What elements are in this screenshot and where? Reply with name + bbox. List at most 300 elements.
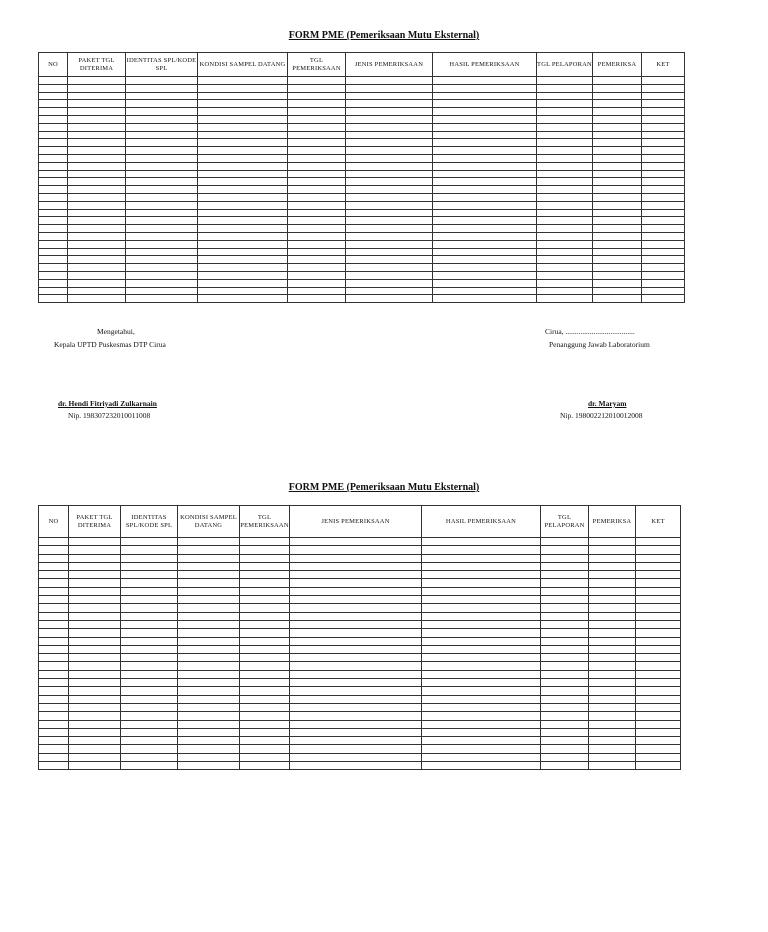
table-cell[interactable]	[121, 546, 178, 554]
table-cell[interactable]	[178, 753, 240, 761]
table-cell[interactable]	[541, 679, 589, 687]
table-cell[interactable]	[346, 162, 433, 170]
table-cell[interactable]	[642, 295, 685, 303]
table-cell[interactable]	[642, 154, 685, 162]
table-cell[interactable]	[642, 115, 685, 123]
table-cell[interactable]	[178, 538, 240, 546]
table-cell[interactable]	[69, 654, 121, 662]
table-cell[interactable]	[68, 186, 126, 194]
table-cell[interactable]	[593, 295, 642, 303]
table-cell[interactable]	[68, 193, 126, 201]
table-cell[interactable]	[69, 745, 121, 753]
table-cell[interactable]	[39, 147, 68, 155]
table-cell[interactable]	[636, 670, 681, 678]
table-cell[interactable]	[541, 695, 589, 703]
table-cell[interactable]	[433, 217, 537, 225]
table-cell[interactable]	[198, 295, 288, 303]
table-cell[interactable]	[198, 162, 288, 170]
table-cell[interactable]	[121, 712, 178, 720]
table-cell[interactable]	[288, 193, 346, 201]
table-cell[interactable]	[126, 84, 198, 92]
table-cell[interactable]	[642, 232, 685, 240]
table-cell[interactable]	[121, 703, 178, 711]
table-cell[interactable]	[433, 225, 537, 233]
table-cell[interactable]	[433, 279, 537, 287]
table-cell[interactable]	[198, 92, 288, 100]
table-cell[interactable]	[198, 77, 288, 85]
table-cell[interactable]	[39, 108, 68, 116]
table-cell[interactable]	[178, 679, 240, 687]
table-cell[interactable]	[290, 654, 422, 662]
table-cell[interactable]	[126, 108, 198, 116]
table-cell[interactable]	[288, 154, 346, 162]
table-cell[interactable]	[198, 139, 288, 147]
table-cell[interactable]	[636, 662, 681, 670]
table-cell[interactable]	[198, 193, 288, 201]
table-cell[interactable]	[593, 248, 642, 256]
table-cell[interactable]	[593, 170, 642, 178]
table-cell[interactable]	[346, 123, 433, 131]
table-cell[interactable]	[39, 193, 68, 201]
table-cell[interactable]	[589, 620, 636, 628]
table-cell[interactable]	[537, 193, 593, 201]
table-cell[interactable]	[290, 745, 422, 753]
table-cell[interactable]	[346, 201, 433, 209]
table-cell[interactable]	[126, 115, 198, 123]
table-cell[interactable]	[589, 703, 636, 711]
table-cell[interactable]	[240, 629, 290, 637]
table-cell[interactable]	[178, 629, 240, 637]
table-cell[interactable]	[39, 712, 69, 720]
table-cell[interactable]	[433, 84, 537, 92]
table-cell[interactable]	[433, 139, 537, 147]
table-cell[interactable]	[636, 637, 681, 645]
table-cell[interactable]	[198, 232, 288, 240]
table-cell[interactable]	[69, 546, 121, 554]
table-cell[interactable]	[126, 178, 198, 186]
table-cell[interactable]	[39, 546, 69, 554]
table-cell[interactable]	[39, 115, 68, 123]
table-cell[interactable]	[636, 687, 681, 695]
table-cell[interactable]	[178, 604, 240, 612]
table-cell[interactable]	[541, 587, 589, 595]
table-cell[interactable]	[39, 287, 68, 295]
table-cell[interactable]	[593, 92, 642, 100]
table-cell[interactable]	[636, 596, 681, 604]
table-cell[interactable]	[541, 670, 589, 678]
table-cell[interactable]	[39, 217, 68, 225]
table-cell[interactable]	[288, 295, 346, 303]
table-cell[interactable]	[39, 100, 68, 108]
table-cell[interactable]	[290, 687, 422, 695]
table-cell[interactable]	[39, 170, 68, 178]
table-cell[interactable]	[290, 546, 422, 554]
table-cell[interactable]	[69, 695, 121, 703]
table-cell[interactable]	[69, 737, 121, 745]
table-cell[interactable]	[69, 538, 121, 546]
table-cell[interactable]	[346, 108, 433, 116]
table-cell[interactable]	[39, 554, 69, 562]
table-cell[interactable]	[433, 256, 537, 264]
table-cell[interactable]	[69, 679, 121, 687]
table-cell[interactable]	[589, 645, 636, 653]
table-cell[interactable]	[290, 571, 422, 579]
table-cell[interactable]	[422, 571, 541, 579]
table-cell[interactable]	[537, 100, 593, 108]
table-cell[interactable]	[433, 295, 537, 303]
table-cell[interactable]	[121, 720, 178, 728]
table-cell[interactable]	[346, 139, 433, 147]
table-cell[interactable]	[288, 108, 346, 116]
table-cell[interactable]	[121, 737, 178, 745]
table-cell[interactable]	[642, 201, 685, 209]
table-cell[interactable]	[537, 154, 593, 162]
table-cell[interactable]	[541, 538, 589, 546]
table-cell[interactable]	[69, 629, 121, 637]
table-cell[interactable]	[240, 745, 290, 753]
table-cell[interactable]	[288, 84, 346, 92]
table-cell[interactable]	[537, 186, 593, 194]
table-cell[interactable]	[240, 695, 290, 703]
table-cell[interactable]	[636, 703, 681, 711]
table-cell[interactable]	[537, 178, 593, 186]
table-cell[interactable]	[178, 687, 240, 695]
table-cell[interactable]	[240, 679, 290, 687]
table-cell[interactable]	[433, 232, 537, 240]
table-cell[interactable]	[288, 232, 346, 240]
table-cell[interactable]	[198, 240, 288, 248]
table-cell[interactable]	[642, 225, 685, 233]
table-cell[interactable]	[636, 612, 681, 620]
table-cell[interactable]	[537, 170, 593, 178]
table-cell[interactable]	[422, 612, 541, 620]
table-cell[interactable]	[39, 562, 69, 570]
table-cell[interactable]	[589, 554, 636, 562]
table-cell[interactable]	[68, 115, 126, 123]
table-cell[interactable]	[642, 123, 685, 131]
table-cell[interactable]	[126, 225, 198, 233]
table-cell[interactable]	[39, 579, 69, 587]
table-cell[interactable]	[39, 645, 69, 653]
table-cell[interactable]	[642, 178, 685, 186]
table-cell[interactable]	[593, 84, 642, 92]
table-cell[interactable]	[68, 240, 126, 248]
table-cell[interactable]	[126, 193, 198, 201]
table-cell[interactable]	[69, 587, 121, 595]
table-cell[interactable]	[126, 287, 198, 295]
table-cell[interactable]	[121, 587, 178, 595]
table-cell[interactable]	[68, 256, 126, 264]
table-cell[interactable]	[537, 271, 593, 279]
table-cell[interactable]	[240, 737, 290, 745]
table-cell[interactable]	[68, 225, 126, 233]
table-cell[interactable]	[290, 612, 422, 620]
table-cell[interactable]	[433, 248, 537, 256]
table-cell[interactable]	[636, 554, 681, 562]
table-cell[interactable]	[290, 703, 422, 711]
table-cell[interactable]	[636, 579, 681, 587]
table-cell[interactable]	[39, 612, 69, 620]
table-cell[interactable]	[198, 170, 288, 178]
table-cell[interactable]	[121, 629, 178, 637]
table-cell[interactable]	[39, 295, 68, 303]
table-cell[interactable]	[541, 629, 589, 637]
table-cell[interactable]	[636, 620, 681, 628]
table-cell[interactable]	[593, 240, 642, 248]
table-cell[interactable]	[537, 139, 593, 147]
table-cell[interactable]	[198, 287, 288, 295]
table-cell[interactable]	[178, 695, 240, 703]
table-cell[interactable]	[126, 279, 198, 287]
table-cell[interactable]	[593, 193, 642, 201]
table-cell[interactable]	[589, 662, 636, 670]
table-cell[interactable]	[240, 728, 290, 736]
table-cell[interactable]	[290, 753, 422, 761]
table-cell[interactable]	[39, 131, 68, 139]
table-cell[interactable]	[636, 745, 681, 753]
table-cell[interactable]	[422, 620, 541, 628]
table-cell[interactable]	[39, 240, 68, 248]
table-cell[interactable]	[290, 720, 422, 728]
table-cell[interactable]	[290, 662, 422, 670]
table-cell[interactable]	[433, 108, 537, 116]
table-cell[interactable]	[288, 92, 346, 100]
table-cell[interactable]	[346, 271, 433, 279]
table-cell[interactable]	[39, 264, 68, 272]
table-cell[interactable]	[240, 670, 290, 678]
table-cell[interactable]	[69, 612, 121, 620]
table-cell[interactable]	[39, 762, 69, 770]
table-cell[interactable]	[642, 131, 685, 139]
table-cell[interactable]	[636, 720, 681, 728]
table-cell[interactable]	[39, 596, 69, 604]
table-cell[interactable]	[240, 654, 290, 662]
table-cell[interactable]	[178, 670, 240, 678]
table-cell[interactable]	[346, 186, 433, 194]
table-cell[interactable]	[69, 720, 121, 728]
table-cell[interactable]	[126, 232, 198, 240]
table-cell[interactable]	[636, 762, 681, 770]
table-cell[interactable]	[198, 256, 288, 264]
table-cell[interactable]	[541, 571, 589, 579]
table-cell[interactable]	[121, 554, 178, 562]
table-cell[interactable]	[39, 139, 68, 147]
table-cell[interactable]	[68, 264, 126, 272]
table-cell[interactable]	[121, 753, 178, 761]
table-cell[interactable]	[541, 712, 589, 720]
table-cell[interactable]	[288, 271, 346, 279]
table-cell[interactable]	[68, 178, 126, 186]
table-cell[interactable]	[290, 695, 422, 703]
table-cell[interactable]	[636, 571, 681, 579]
table-cell[interactable]	[422, 703, 541, 711]
table-cell[interactable]	[589, 670, 636, 678]
table-cell[interactable]	[593, 209, 642, 217]
table-cell[interactable]	[290, 645, 422, 653]
table-cell[interactable]	[290, 579, 422, 587]
table-cell[interactable]	[541, 554, 589, 562]
table-cell[interactable]	[589, 762, 636, 770]
table-cell[interactable]	[39, 256, 68, 264]
table-cell[interactable]	[346, 154, 433, 162]
table-cell[interactable]	[126, 100, 198, 108]
table-cell[interactable]	[589, 637, 636, 645]
table-cell[interactable]	[422, 562, 541, 570]
table-cell[interactable]	[178, 612, 240, 620]
table-cell[interactable]	[433, 162, 537, 170]
table-cell[interactable]	[589, 728, 636, 736]
table-cell[interactable]	[593, 162, 642, 170]
table-cell[interactable]	[636, 538, 681, 546]
table-cell[interactable]	[290, 562, 422, 570]
table-cell[interactable]	[422, 662, 541, 670]
table-cell[interactable]	[126, 147, 198, 155]
table-cell[interactable]	[178, 720, 240, 728]
table-cell[interactable]	[541, 737, 589, 745]
table-cell[interactable]	[541, 562, 589, 570]
table-cell[interactable]	[39, 753, 69, 761]
table-cell[interactable]	[346, 217, 433, 225]
table-cell[interactable]	[589, 587, 636, 595]
table-cell[interactable]	[636, 654, 681, 662]
table-cell[interactable]	[433, 287, 537, 295]
table-cell[interactable]	[433, 209, 537, 217]
table-cell[interactable]	[240, 562, 290, 570]
table-cell[interactable]	[198, 115, 288, 123]
table-cell[interactable]	[68, 170, 126, 178]
table-cell[interactable]	[126, 201, 198, 209]
table-cell[interactable]	[288, 147, 346, 155]
table-cell[interactable]	[290, 620, 422, 628]
table-cell[interactable]	[68, 209, 126, 217]
table-cell[interactable]	[121, 637, 178, 645]
table-cell[interactable]	[537, 256, 593, 264]
table-cell[interactable]	[69, 753, 121, 761]
table-cell[interactable]	[178, 654, 240, 662]
table-cell[interactable]	[642, 170, 685, 178]
table-cell[interactable]	[541, 579, 589, 587]
table-cell[interactable]	[178, 562, 240, 570]
table-cell[interactable]	[39, 703, 69, 711]
table-cell[interactable]	[422, 604, 541, 612]
table-cell[interactable]	[68, 295, 126, 303]
table-cell[interactable]	[178, 579, 240, 587]
table-cell[interactable]	[433, 271, 537, 279]
table-cell[interactable]	[39, 670, 69, 678]
table-cell[interactable]	[39, 162, 68, 170]
table-cell[interactable]	[240, 546, 290, 554]
table-cell[interactable]	[537, 108, 593, 116]
table-cell[interactable]	[288, 209, 346, 217]
table-cell[interactable]	[178, 571, 240, 579]
table-cell[interactable]	[642, 264, 685, 272]
table-cell[interactable]	[240, 612, 290, 620]
table-cell[interactable]	[593, 77, 642, 85]
table-cell[interactable]	[126, 217, 198, 225]
table-cell[interactable]	[537, 131, 593, 139]
table-cell[interactable]	[422, 679, 541, 687]
table-cell[interactable]	[198, 178, 288, 186]
table-cell[interactable]	[288, 240, 346, 248]
table-cell[interactable]	[433, 123, 537, 131]
table-cell[interactable]	[290, 596, 422, 604]
table-cell[interactable]	[541, 645, 589, 653]
table-cell[interactable]	[346, 115, 433, 123]
table-cell[interactable]	[178, 728, 240, 736]
table-cell[interactable]	[178, 762, 240, 770]
table-cell[interactable]	[642, 240, 685, 248]
table-cell[interactable]	[593, 256, 642, 264]
table-cell[interactable]	[541, 703, 589, 711]
table-cell[interactable]	[537, 279, 593, 287]
table-cell[interactable]	[589, 695, 636, 703]
table-cell[interactable]	[178, 645, 240, 653]
table-cell[interactable]	[636, 737, 681, 745]
table-cell[interactable]	[178, 703, 240, 711]
table-cell[interactable]	[636, 728, 681, 736]
table-cell[interactable]	[537, 240, 593, 248]
table-cell[interactable]	[422, 579, 541, 587]
table-cell[interactable]	[121, 695, 178, 703]
table-cell[interactable]	[121, 579, 178, 587]
table-cell[interactable]	[240, 538, 290, 546]
table-cell[interactable]	[126, 264, 198, 272]
table-cell[interactable]	[422, 629, 541, 637]
table-cell[interactable]	[126, 92, 198, 100]
table-cell[interactable]	[636, 587, 681, 595]
table-cell[interactable]	[198, 147, 288, 155]
table-cell[interactable]	[422, 687, 541, 695]
table-cell[interactable]	[433, 77, 537, 85]
table-cell[interactable]	[39, 654, 69, 662]
table-cell[interactable]	[121, 762, 178, 770]
table-cell[interactable]	[39, 154, 68, 162]
table-cell[interactable]	[39, 186, 68, 194]
table-cell[interactable]	[422, 546, 541, 554]
table-cell[interactable]	[240, 662, 290, 670]
table-cell[interactable]	[198, 100, 288, 108]
table-cell[interactable]	[593, 271, 642, 279]
table-cell[interactable]	[198, 201, 288, 209]
table-cell[interactable]	[433, 147, 537, 155]
table-cell[interactable]	[240, 703, 290, 711]
table-cell[interactable]	[68, 100, 126, 108]
table-cell[interactable]	[433, 193, 537, 201]
table-cell[interactable]	[69, 554, 121, 562]
table-cell[interactable]	[290, 587, 422, 595]
table-cell[interactable]	[541, 762, 589, 770]
table-cell[interactable]	[422, 728, 541, 736]
table-cell[interactable]	[589, 538, 636, 546]
table-cell[interactable]	[589, 571, 636, 579]
table-cell[interactable]	[589, 679, 636, 687]
table-cell[interactable]	[433, 92, 537, 100]
table-cell[interactable]	[589, 745, 636, 753]
table-cell[interactable]	[198, 84, 288, 92]
table-cell[interactable]	[290, 737, 422, 745]
table-cell[interactable]	[240, 687, 290, 695]
table-cell[interactable]	[69, 620, 121, 628]
table-cell[interactable]	[69, 687, 121, 695]
table-cell[interactable]	[68, 154, 126, 162]
table-cell[interactable]	[288, 186, 346, 194]
table-cell[interactable]	[121, 562, 178, 570]
table-cell[interactable]	[240, 753, 290, 761]
table-cell[interactable]	[422, 670, 541, 678]
table-cell[interactable]	[68, 84, 126, 92]
table-cell[interactable]	[593, 108, 642, 116]
table-cell[interactable]	[126, 186, 198, 194]
